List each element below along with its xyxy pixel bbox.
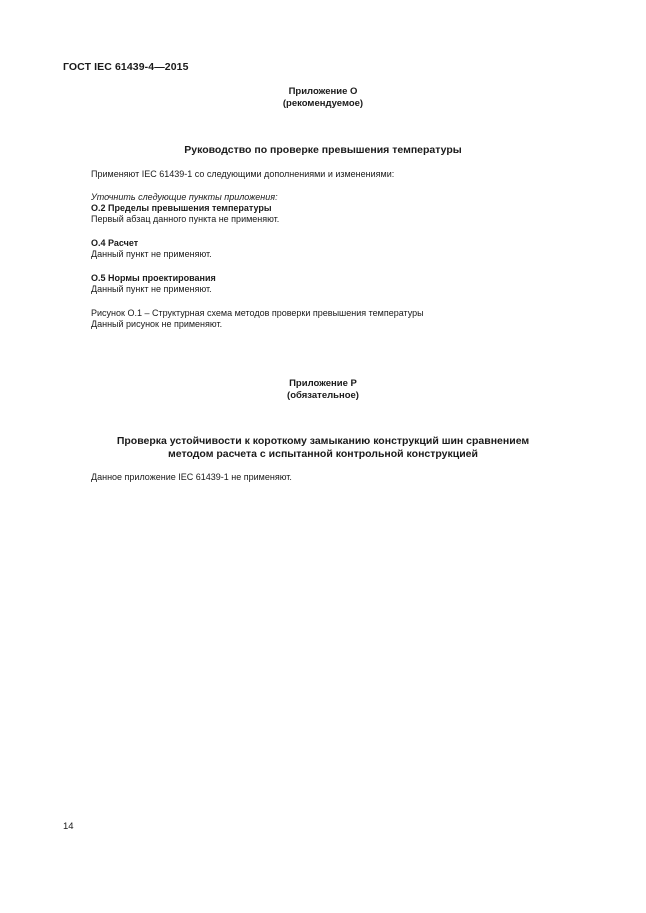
annex-o-status: (рекомендуемое) [282, 98, 364, 109]
clause-o4-text: Данный пункт не применяют. [91, 249, 212, 259]
annex-p-text: Данное приложение IEC 61439-1 не применяют. [91, 472, 292, 482]
annex-o-clarify-note: Уточнить следующие пункты приложения: [91, 192, 278, 202]
annex-o-heading: Руководство по проверке превышения температуры [184, 144, 462, 156]
figure-o1-reference: Рисунок О.1 – Структурная схема методов проверки превышения температуры [91, 308, 424, 318]
annex-o-title: Приложение О [288, 86, 358, 97]
annex-p-status: (обязательное) [287, 390, 359, 401]
annex-p-heading-line1: Проверка устойчивости к короткому замыканию конструкций шин сравнением [116, 435, 530, 447]
page-number: 14 [63, 821, 74, 832]
annex-p-title: Приложение Р [289, 378, 357, 389]
figure-o1-note: Данный рисунок не применяют. [91, 319, 223, 329]
clause-o4-title: О.4 Расчет [91, 238, 139, 248]
annex-p-heading-line2: методом расчета с испытанной контрольной конструкцией [168, 448, 478, 460]
clause-o5-title: О.5 Нормы проектирования [91, 273, 216, 283]
clause-o5-text: Данный пункт не применяют. [91, 284, 212, 294]
clause-o2-title: О.2 Пределы превышения температуры [91, 203, 272, 213]
document-header-standard-id: ГОСТ IEC 61439-4—2015 [63, 61, 189, 73]
annex-o-intro: Применяют IEC 61439-1 со следующими дополнениями и изменениями: [91, 169, 395, 179]
clause-o2-text: Первый абзац данного пункта не применяют. [91, 214, 280, 224]
